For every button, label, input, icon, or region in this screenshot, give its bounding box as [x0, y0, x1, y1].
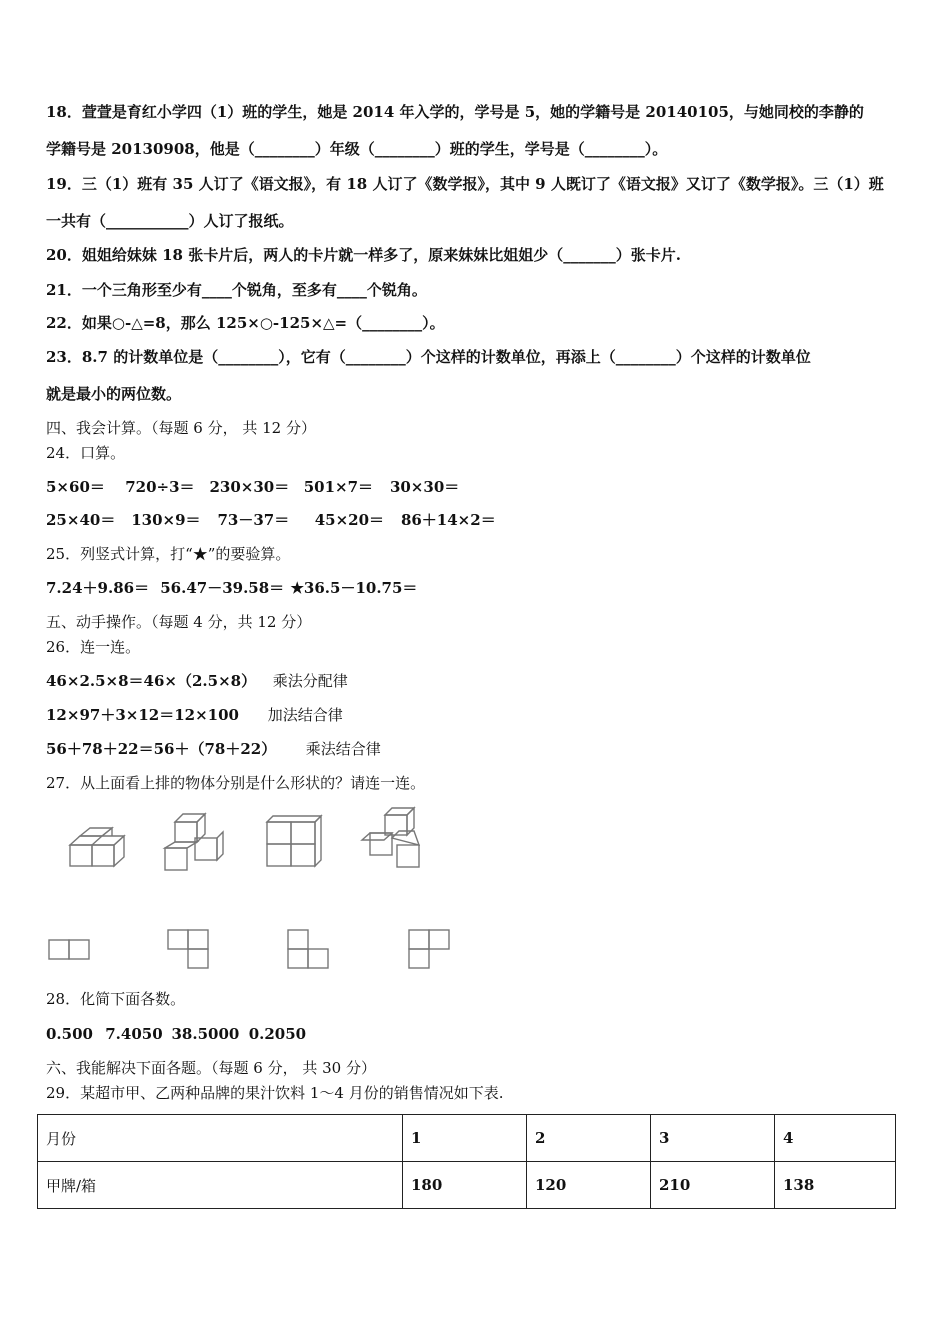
- q28-item: 38.5000: [171, 1025, 240, 1043]
- top-view-3: [288, 930, 328, 968]
- q26-expression: 56＋78＋22＝56＋（78＋22）: [46, 740, 277, 758]
- table-cell: 120: [527, 1162, 651, 1209]
- table-cell: 210: [651, 1162, 775, 1209]
- q25-item: 7.24＋9.86＝: [46, 579, 150, 597]
- q28-item: 0.2050: [248, 1025, 307, 1043]
- q24-title: 24．口算。: [46, 444, 126, 462]
- q24-item: 130×9＝: [131, 511, 201, 529]
- q24-item: 25×40＝: [46, 511, 116, 529]
- table-cell: 4: [775, 1115, 896, 1162]
- q24-item: 30×30＝: [389, 478, 460, 496]
- q24-item: 501×7＝: [303, 478, 374, 496]
- q24-row1: [46, 477, 459, 497]
- q22: 22．如果○-△=8，那么 125×○-125×△=（________）。: [46, 314, 445, 332]
- q25-item: ★36.5－10.75＝: [290, 579, 418, 597]
- table-cell: 3: [651, 1115, 775, 1162]
- sales-table: [37, 1114, 896, 1209]
- q25-item: 56.47－39.58＝: [160, 579, 285, 597]
- q24-item: 45×20＝: [314, 511, 385, 529]
- q24-item: 230×30＝: [209, 478, 290, 496]
- q27-figures: [0, 795, 950, 980]
- table-cell: 甲牌/箱: [38, 1162, 403, 1209]
- solid-figure-1: [70, 828, 124, 866]
- section-6-heading: 六、我能解决下面各题。（每题 6 分， 共 30 分）: [46, 1059, 376, 1077]
- q26-law: 乘法分配律: [272, 672, 348, 690]
- solid-figure-2: [165, 814, 223, 870]
- section-5-heading: 五、动手操作。（每题 4 分，共 12 分）: [46, 613, 312, 631]
- solid-figure-4: [362, 808, 419, 867]
- q28-title: 28．化简下面各数。: [46, 990, 186, 1008]
- q28-row: [46, 1024, 306, 1044]
- table-cell: 180: [403, 1162, 527, 1209]
- q27-title: 27．从上面看上排的物体分别是什么形状的？请连一连。: [46, 774, 426, 792]
- q26-law: 乘法结合律: [305, 740, 381, 758]
- table-cell: 138: [775, 1162, 896, 1209]
- q26-title: 26．连一连。: [46, 638, 141, 656]
- q24-row2: [46, 510, 496, 530]
- q25-row: [46, 578, 417, 598]
- q24-item: 720÷3＝: [125, 478, 195, 496]
- q25-title: 25．列竖式计算，打“★”的要验算。: [46, 545, 291, 563]
- q24-item: 5×60＝: [46, 478, 105, 496]
- top-view-2: [168, 930, 208, 968]
- section-4-heading: 四、我会计算。（每题 6 分， 共 12 分）: [46, 419, 316, 437]
- q26-row: [46, 739, 381, 759]
- q24-item: 73－37＝: [217, 511, 290, 529]
- table-cell: 1: [403, 1115, 527, 1162]
- q26-expression: 46×2.5×8＝46×（2.5×8）: [46, 672, 257, 690]
- q18-line2: 学籍号是 20130908，他是（________）年级（________）班的学生，学号是（________）。: [46, 140, 668, 158]
- table-row: [38, 1162, 896, 1209]
- q19-line1: 19．三（1）班有 35 人订了《语文报》，有 18 人订了《数学报》，其中 9 人既订了《语文报》又订了《数学报》。三（1）班: [46, 175, 884, 193]
- top-view-1: [49, 940, 89, 959]
- table-cell: 月份: [38, 1115, 403, 1162]
- q21: 21．一个三角形至少有____个锐角，至多有____个锐角。: [46, 281, 427, 299]
- q23-line2: 就是最小的两位数。: [46, 385, 182, 403]
- solid-figure-3: [267, 816, 321, 866]
- q26-law: 加法结合律: [267, 706, 343, 724]
- q23-line1: 23．8.7 的计数单位是（________），它有（________）个这样的计数单位，再添上（________）个这样的计数单位: [46, 348, 811, 366]
- q20: 20．姐姐给妹妹 18 张卡片后，两人的卡片就一样多了，原来妹妹比姐姐少（_______）张卡片.: [46, 246, 681, 264]
- table-cell: 2: [527, 1115, 651, 1162]
- q19-line2: 一共有（___________）人订了报纸。: [46, 212, 294, 230]
- q28-item: 0.500: [46, 1025, 93, 1043]
- top-view-4: [409, 930, 449, 968]
- q28-item: 7.4050: [105, 1025, 163, 1043]
- q26-row: [46, 671, 348, 691]
- table-header-row: [38, 1115, 896, 1162]
- q24-item: 86＋14×2＝: [400, 511, 496, 529]
- q29-title: 29．某超市甲、乙两种品牌的果汁饮料 1～4 月份的销售情况如下表.: [46, 1084, 504, 1102]
- q26-row: [46, 705, 343, 725]
- q18-line1: 18．萱萱是育红小学四（1）班的学生，她是 2014 年入学的，学号是 5，她的学籍号是 20140105，与她同校的李静的: [46, 103, 864, 121]
- q26-expression: 12×97＋3×12＝12×100: [46, 706, 239, 724]
